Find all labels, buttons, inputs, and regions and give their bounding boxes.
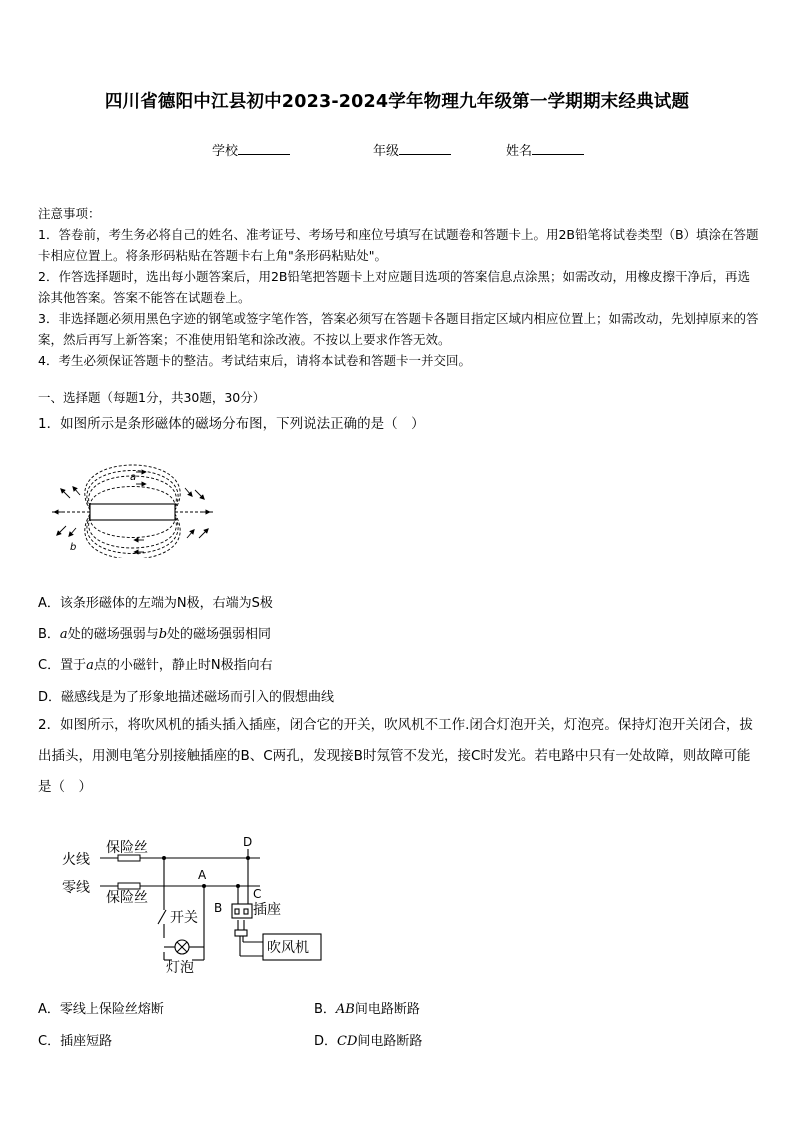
dryer-label: 吹风机	[267, 940, 309, 956]
section-heading: 一、选择题（每题1分，共30题，30分）	[38, 390, 266, 405]
q2-option-a[interactable]: A．零线上保险丝熔断	[38, 1002, 164, 1017]
note-item: 4．考生必须保证答题卡的整洁。考试结束后，请将本试卷和答题卡一并交回。	[38, 353, 471, 368]
q2-option-b[interactable]: B．AB间电路断路	[314, 1002, 420, 1017]
note-item: 2．作答选择题时，选出每小题答案后，用2B铅笔把答题卡上对应题目选项的答案信息点涂黑；如需改动，用橡皮擦干净后，再选涂其他答案。答案不能答在试题卷上。	[38, 269, 750, 305]
fuse1-label: 保险丝	[106, 840, 148, 856]
name-blank[interactable]	[532, 142, 584, 155]
question-2-stem: 2．如图所示，将吹风机的插头插入插座，闭合它的开关，吹风机不工作.闭合灯泡开关，灯泡亮。保持灯泡开关闭合，拔出插头，用测电笔分别接触插座的B、C两孔，发现接B时氖管不发光，接C时发光。若电路中只有一处故障，则故障可能是（ ）	[38, 717, 753, 795]
q2-option-d[interactable]: D．CD间电路断路	[314, 1034, 423, 1049]
q1-option-c[interactable]: C．置于a点的小磁针，静止时N极指向右	[38, 658, 273, 673]
bulb-label: 灯泡	[166, 960, 194, 976]
notes-label: 注意事项：	[38, 206, 101, 221]
school-field[interactable]	[212, 140, 290, 159]
q1-option-a[interactable]: A．该条形磁体的左端为N极，右端为S极	[38, 596, 273, 611]
name-label: 姓名	[506, 144, 533, 159]
switch-label: 开关	[170, 910, 198, 926]
note-item: 3．非选择题必须用黑色字迹的钢笔或签字笔作答，答案必须写在答题卡各题目指定区域内相应位置上；如需改动，先划掉原来的答案，然后再写上新答案；不准使用铅笔和涂改液。不按以上要求作答无效。	[38, 311, 759, 347]
grade-field[interactable]	[373, 140, 451, 159]
page-title: 四川省德阳中江县初中2023-2024学年物理九年级第一学期期末经典试题	[104, 92, 690, 112]
household-circuit-figure	[60, 832, 330, 977]
note-item: 1．答卷前，考生务必将自己的姓名、准考证号、考场号和座位号填写在试题卷和答题卡上。用2B铅笔将试卷类型（B）填涂在答题卡相应位置上。将条形码粘贴在答题卡右上角"条形码粘贴处"。	[38, 227, 759, 263]
magnet-field-figure	[50, 458, 215, 558]
grade-blank[interactable]	[399, 142, 451, 155]
node-b-label: B	[214, 901, 223, 915]
fuse2-label: 保险丝	[106, 890, 148, 906]
notes-block	[38, 203, 760, 371]
node-c-label: C	[253, 887, 262, 901]
question-1-stem: 1．如图所示是条形磁体的磁场分布图，下列说法正确的是（ ）	[38, 416, 425, 432]
point-a-label: a	[130, 472, 137, 483]
school-blank[interactable]	[238, 142, 290, 155]
node-d-label: D	[243, 835, 253, 849]
neutral-wire-label: 零线	[62, 880, 90, 896]
point-b-label: b	[70, 542, 77, 553]
q1-option-b[interactable]: B．a处的磁场强弱与b处的磁场强弱相同	[38, 627, 272, 642]
name-field[interactable]	[506, 140, 584, 159]
socket-label: 插座	[253, 902, 281, 918]
live-wire-label: 火线	[62, 852, 90, 868]
grade-label: 年级	[373, 144, 400, 159]
school-label: 学校	[212, 144, 239, 159]
node-a-label: A	[198, 868, 207, 882]
q2-option-c[interactable]: C．插座短路	[38, 1034, 113, 1049]
student-info-row	[0, 140, 794, 160]
q1-option-d[interactable]: D．磁感线是为了形象地描述磁场而引入的假想曲线	[38, 690, 335, 705]
